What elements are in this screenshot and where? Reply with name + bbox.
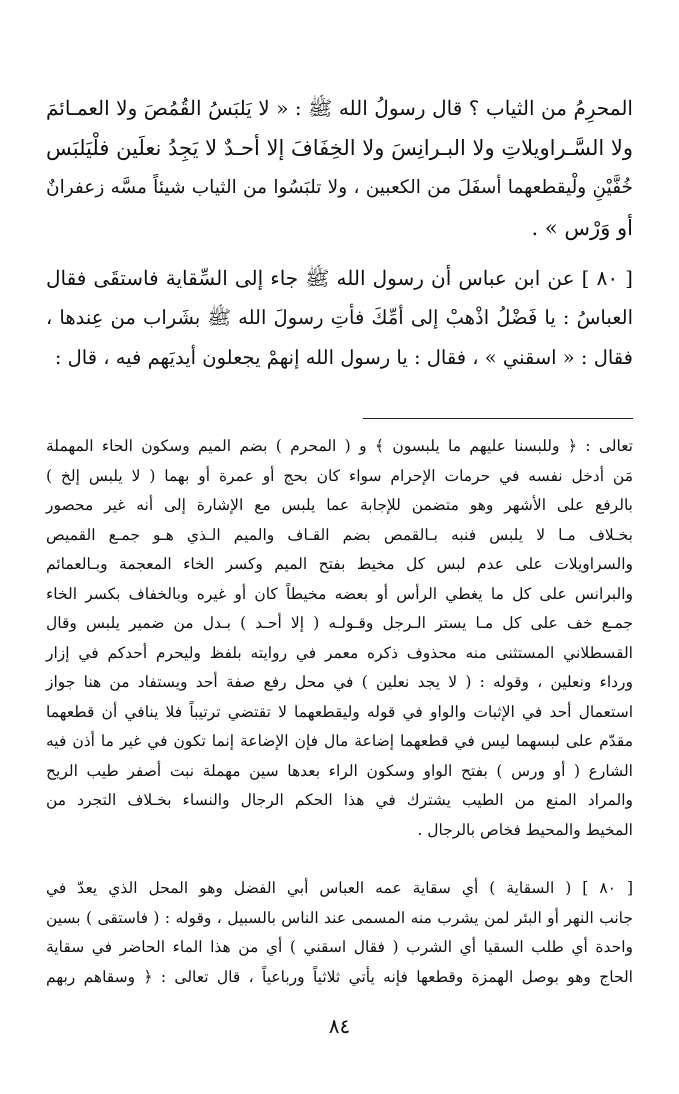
commentary-line: بخـلاف مـا لا يلبس فنبه بـالقمص بضم القـاف والميم الـذي هـو جمـع القميص xyxy=(46,525,633,544)
commentary-line: مقدّم على لبسهما ليس في قطعهما إضاعة مال فإن الإضاعة إنما تكون في غير ما أذن فيه xyxy=(46,732,633,750)
commentary-line: والسراويلات على عدم لبس كل مخيط بفتح الميم وكسر الخاء المعجمة وبـالعمائم xyxy=(46,555,633,573)
commentary-line: استعمال أحد في الإثبات والواو في قوله وليقطعهما لا تقتضي ترتيباً فلا ينافي أن قطعهما xyxy=(46,702,633,721)
text-line: فقال : « اسقني » ، فقال : يا رسول الله إنهمْ يجعلون أيديَهم فيه ، قال : xyxy=(54,346,633,369)
commentary-line: جانب النهر أو البئر لمن يشرب منه المسمى عند الناس بالسبيل ، وقوله : ( فاستقى ) بسين xyxy=(46,908,633,927)
commentary-line: بالرفع على الأشهر وهو متضمن للإجابة عما يلبس مع الإشارة إلى أنه غير محصور xyxy=(46,496,633,514)
page-number: ٨٤ xyxy=(328,1014,351,1038)
commentary-line: جمـع خف على كل مـا يستر الـرجل وقـولـه ( إلا أحـد ) بـدل من ضمير يلبس وقال xyxy=(46,614,633,632)
text-line: [ ٨٠ ] عن ابن عباس أن رسول الله ﷺ جاء إلى السِّقاية فاستقَى فقال xyxy=(46,266,633,290)
commentary-block xyxy=(46,432,633,845)
commentary-line: الشارع ( أو ورس ) بفتح الواو وسكون الراء بعدها سين مهملة نبت أصفر طيب الريح xyxy=(46,761,633,780)
commentary-line: الحاج وهو بوصل الهمزة وقطعها فإنه يأتي ثلاثياً ورباعياً ، قال تعالى : ﴿ وسقاهم ربهم xyxy=(46,967,633,986)
commentary-line: المخيط والمحيط فخاص بالرجال . xyxy=(417,820,633,839)
commentary-line: والبرانس على كل ما يغطي الرأس أو بعضه مخيطاً كان أو غيره وبالخفاف بكسر الخاء xyxy=(46,584,633,603)
commentary-line: [ ٨٠ ] ( السقاية ) أي سقاية عمه العباس أبي الفضل وهو المحل الذي يعدّ في xyxy=(46,879,633,897)
commentary-block xyxy=(46,874,633,992)
commentary-line: واحدة أي طلب السقيا أي الشرب ( فقال اسقني ) أي من هذا الماء الحاضر في سقاية xyxy=(46,938,633,956)
text-line: ولا السَّـراويلاتِ ولا البـرانِسَ ولا الخِفَافَ إلا أحـدٌ لا يَجِدُ نعلَين فلْيَلبَس xyxy=(46,136,633,160)
commentary-line: تعالى : ﴿ وللبسنا عليهم ما يلبسون ﴾ و ( المحرم ) بضم الميم وسكون الحاء المهملة xyxy=(46,437,633,455)
text-line: خُفَّيْنِ ولْيقطعهما أسفَلَ من الكعبين ، ولا تلبَسُوا من الثياب شيئاً مسَّه زعفرانٌ xyxy=(46,177,633,198)
text-line: المحرِمُ من الثياب ؟ قال رسولُ الله ﷺ : « لا يَلبَسُ القُمُصَ ولا العمـائمَ xyxy=(46,96,633,120)
footnote-separator xyxy=(363,418,633,419)
main-text-paragraph xyxy=(46,258,633,378)
text-line: أو وَرْس » . xyxy=(531,216,633,240)
commentary-line: القسطلاني المستثنى منه محذوف ذكره معمر في روايته بلفظ وليحرم أحدكم في إزار xyxy=(46,643,633,662)
main-text-paragraph xyxy=(46,88,633,248)
commentary-line: مَن أدخل نفسه في حرمات الإحرام سواء كان بحج أو عمرة أو بهما ( لا يلبس إلخ ) xyxy=(46,466,633,485)
commentary-line: ورداء ونعلين ، وقوله : ( لا يجد نعلين ) في محل رفع صفة أحد ويستفاد من هنا جواز xyxy=(46,673,633,691)
commentary-line: والمراد المنع من الطيب يشترك في هذا الحكم الرجال والنساء بخـلاف التجرد من xyxy=(46,791,633,809)
text-line: العباسُ : يا فَضْلُ اذْهبْ إلى أمِّكَ فأتِ رسولَ الله ﷺ بشَراب من عِندها ، xyxy=(46,306,633,329)
